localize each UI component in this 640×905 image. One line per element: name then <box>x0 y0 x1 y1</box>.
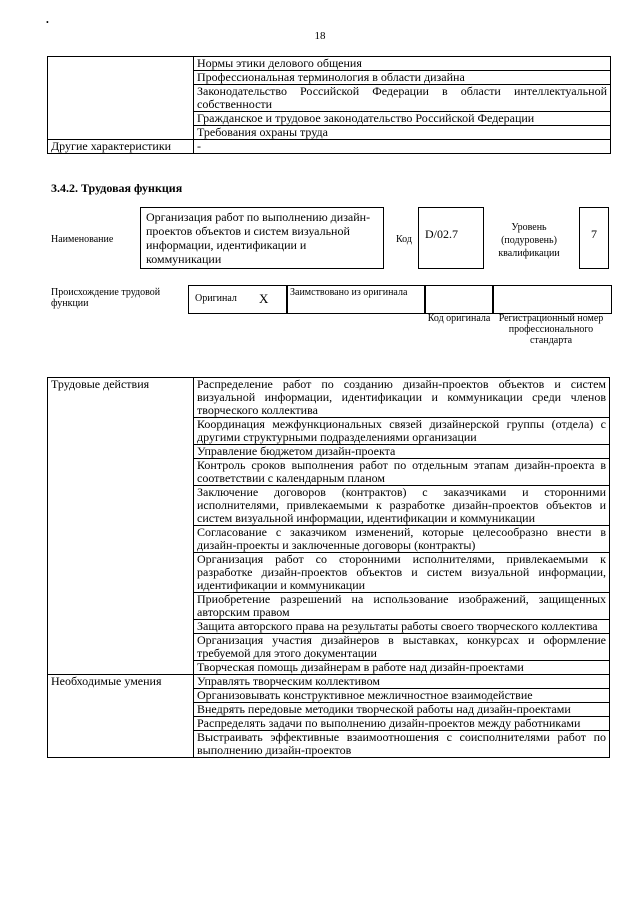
borrowed-label: Заимствовано из оригинала <box>290 287 408 298</box>
labor-action-item: Координация межфункциональных связей дизайнерской группы (отдела) с другими структурными подразделениями организации <box>194 418 610 445</box>
borrowed-cell <box>286 285 426 314</box>
registration-number-cell <box>492 285 612 314</box>
original-code-caption: Код оригинала <box>427 313 491 324</box>
skill-item: Распределять задачи по выполнению дизайн-проектов между работниками <box>194 717 610 731</box>
name-label: Наименование <box>51 234 114 245</box>
code-value-box: D/02.7 <box>418 207 484 269</box>
labor-action-item: Организация работ со сторонними исполнителями, привлекаемыми к разработке дизайн-проектов объектов и систем визуальной информации, идентификации и коммуникации <box>194 553 610 593</box>
function-name-box: Организация работ по выполнению дизайн-проектов объектов и систем визуальной информации, идентификации и коммуникации <box>140 207 384 269</box>
original-mark: X <box>259 291 269 306</box>
knowledge-item: Гражданское и трудовое законодательство Российской Федерации <box>194 112 611 126</box>
skill-item: Выстраивать эффективные взаимоотношения с соисполнителями работ по выполнению дизайн-проектов <box>194 731 610 758</box>
labor-action-item: Заключение договоров (контрактов) с заказчиками и сторонними исполнителями, привлекаемыми к разработке дизайн-проектов объектов и систем визуальной информации, идентификации и коммуникации <box>194 486 610 526</box>
table-row <box>48 57 611 71</box>
labor-action-item: Контроль сроков выполнения работ по отдельным этапам дизайн-проекта в соответствии с календарным планом <box>194 459 610 486</box>
code-label: Код <box>396 234 412 245</box>
origin-label: Происхождение трудовой функции <box>51 287 161 309</box>
knowledge-item: Нормы этики делового общения <box>194 57 611 71</box>
original-label: Оригинал <box>195 293 237 304</box>
page-number: 18 <box>314 30 326 42</box>
level-label: Уровень (подуровень) квалификации <box>498 222 560 259</box>
labor-action-item: Приобретение разрешений на использование изображений, защищенных авторским правом <box>194 593 610 620</box>
labor-action-item: Распределение работ по созданию дизайн-проектов объектов и систем визуальной информации, идентификации и коммуникации среди членов творческого коллектива <box>194 378 610 418</box>
empty-label-cell <box>48 57 194 140</box>
function-details-table <box>47 377 610 758</box>
labor-action-item: Творческая помощь дизайнерам в работе над дизайн-проектами <box>194 661 610 675</box>
required-skills-label: Необходимые умения <box>48 675 194 758</box>
table-row <box>48 140 611 154</box>
section-heading: 3.4.2. Трудовая функция <box>51 181 183 195</box>
page-mark: • <box>46 18 49 27</box>
labor-action-item: Организация участия дизайнеров в выставках, конкурсах и оформление требуемой для этого документации <box>194 634 610 661</box>
other-characteristics-value: - <box>194 140 611 154</box>
table-row <box>48 675 610 689</box>
knowledge-item: Требования охраны труда <box>194 126 611 140</box>
original-cell <box>188 285 288 314</box>
labor-actions-label: Трудовые действия <box>48 378 194 675</box>
skill-item: Организовывать конструктивное межличностное взаимодействие <box>194 689 610 703</box>
skill-item: Управлять творческим коллективом <box>194 675 610 689</box>
labor-action-item: Защита авторского права на результаты работы своего творческого коллектива <box>194 620 610 634</box>
table-row <box>48 378 610 418</box>
other-characteristics-label: Другие характеристики <box>48 140 194 154</box>
registration-number-caption: Регистрационный номер профессионального стандарта <box>498 313 604 346</box>
knowledge-item: Профессиональная терминология в области дизайна <box>194 71 611 85</box>
original-code-cell <box>424 285 494 314</box>
labor-action-item: Управление бюджетом дизайн-проекта <box>194 445 610 459</box>
knowledge-item: Законодательство Российской Федерации в области интеллектуальной собственности <box>194 85 611 112</box>
level-value-box: 7 <box>579 207 609 269</box>
skill-item: Внедрять передовые методики творческой работы над дизайн-проектами <box>194 703 610 717</box>
knowledge-table <box>47 56 611 154</box>
labor-action-item: Согласование с заказчиком изменений, которые целесообразно внести в дизайн-проекты и заключенные договоры (контракты) <box>194 526 610 553</box>
